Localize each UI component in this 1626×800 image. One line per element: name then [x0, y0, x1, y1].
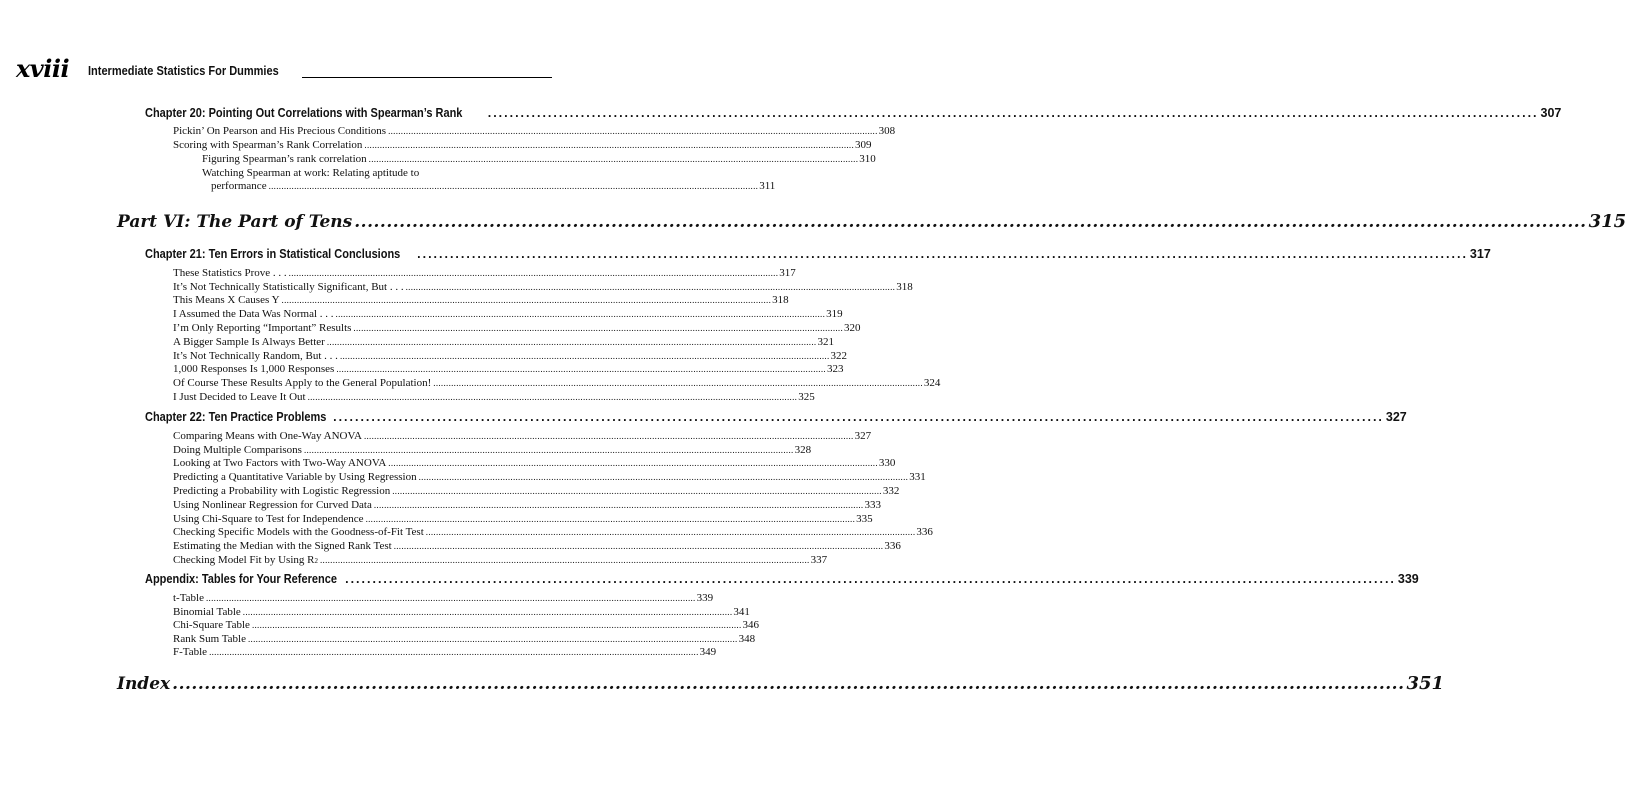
entry-title: I Just Decided to Leave It Out [173, 391, 306, 403]
dot-leader: ................................................................................................................................................................................................ [281, 295, 772, 305]
page-number: 324 [923, 377, 941, 389]
page-number: 322 [830, 350, 848, 362]
dot-leader: ................................................................................................................................................................................................ [206, 593, 696, 603]
entry-title: Binomial Table [173, 606, 241, 618]
entry-title: I’m Only Reporting “Important” Results [173, 322, 352, 334]
dot-leader: ................................................................................................................................................................................................ [417, 247, 1468, 261]
chapter-21-heading[interactable] [145, 247, 1491, 265]
entry-title: These Statistics Prove . . . [173, 267, 287, 279]
toc-entry[interactable] [173, 606, 750, 620]
entry-title: Chi-Square Table [173, 619, 250, 631]
page-folio: xviii [16, 54, 70, 83]
page-number: 349 [699, 646, 717, 658]
chapter-22-heading[interactable] [145, 410, 1407, 428]
dot-leader: ................................................................................................................................................................................................ [307, 392, 798, 402]
appendix-heading[interactable] [145, 572, 1419, 590]
page-number: 323 [826, 363, 844, 375]
entry-title: Comparing Means with One-Way ANOVA [173, 430, 362, 442]
toc-entry[interactable] [173, 336, 834, 350]
dot-leader: ................................................................................................................................................................................................ [345, 572, 1396, 586]
toc-entry[interactable] [173, 457, 896, 471]
toc-entry[interactable] [173, 139, 872, 153]
running-title: Intermediate Statistics For Dummies [88, 64, 279, 78]
dot-leader: ................................................................................................................................................................................................ [433, 378, 923, 388]
dot-leader: ................................................................................................................................................................................................ [319, 555, 810, 565]
toc-subentry[interactable] [202, 153, 876, 167]
entry-title: Doing Multiple Comparisons [173, 444, 302, 456]
dot-leader: ................................................................................................................................................................................................ [326, 337, 817, 347]
dot-leader: ................................................................................................................................................................................................ [425, 527, 916, 537]
dot-leader: ................................................................................................................................................................................................ [339, 351, 830, 361]
entry-title: It’s Not Technically Statistically Significant, But . . . [173, 281, 404, 293]
page-number: 327 [1385, 410, 1407, 424]
dot-leader: ................................................................................................................................................................................................ [364, 140, 855, 150]
entry-title: F-Table [173, 646, 208, 658]
dot-leader: ................................................................................................................................................................................................ [209, 647, 699, 657]
dot-leader: ................................................................................................................................................................................................ [418, 472, 909, 482]
entry-title: 1,000 Responses Is 1,000 Responses [173, 363, 335, 375]
page-number: 335 [856, 513, 873, 525]
page-number: 346 [742, 619, 760, 631]
page-number: 318 [772, 294, 789, 306]
dot-leader: ................................................................................................................................................................................................ [251, 620, 742, 630]
entry-title: I Assumed the Data Was Normal . . . [173, 308, 334, 320]
toc-subentry[interactable] [202, 167, 547, 181]
entry-title: performance [211, 180, 267, 192]
toc-entry[interactable] [173, 377, 941, 391]
entry-title: Figuring Spearman’s rank correlation [202, 153, 367, 165]
page-number: 348 [738, 633, 756, 645]
entry-title: It’s Not Technically Random, But . . . [173, 350, 338, 362]
toc-entry[interactable] [173, 554, 828, 568]
entry-title: This Means X Causes Y [173, 294, 280, 306]
dot-leader: ................................................................................................................................................................................................ [388, 126, 878, 136]
dot-leader: ................................................................................................................................................................................................ [405, 282, 896, 292]
dot-leader: ................................................................................................................................................................................................ [333, 410, 1384, 424]
dot-leader: ................................................................................................................................................................................................ [336, 364, 826, 374]
page-number: 321 [817, 336, 834, 348]
superscript-2: 2 [314, 557, 318, 565]
dot-leader: ................................................................................................................................................................................................ [368, 154, 859, 164]
toc-entry[interactable] [173, 540, 901, 554]
dot-leader: ................................................................................................................................................................................................ [288, 268, 779, 278]
page-number: 317 [779, 267, 796, 279]
entry-title: Using Chi-Square to Test for Independence [173, 513, 364, 525]
dot-leader: ................................................................................................................................................................................................ [393, 541, 884, 551]
dot-leader: ................................................................................................................................................................................................ [392, 486, 882, 496]
toc-entry[interactable] [173, 633, 756, 647]
toc-entry[interactable] [173, 646, 717, 660]
dot-leader: ................................................................................................................................................................................................ [268, 181, 759, 191]
entry-title: Watching Spearman at work: Relating aptitude to [202, 167, 420, 179]
entry-title: A Bigger Sample Is Always Better [173, 336, 325, 348]
toc-entry[interactable] [173, 592, 714, 606]
part-title: Part VI: The Part of Tens [117, 212, 353, 232]
toc-subentry-continued[interactable] [211, 180, 776, 194]
page-number: 328 [794, 444, 812, 456]
page-number: 311 [759, 180, 776, 192]
chapter-title: Chapter 21: Ten Errors in Statistical Conclusions [145, 247, 401, 261]
page-number: 351 [1406, 673, 1445, 694]
chapter-20-heading[interactable] [145, 106, 1562, 124]
toc-entry[interactable] [173, 363, 844, 377]
dot-leader: ................................................................................................................................................................................................ [373, 500, 864, 510]
page-number: 310 [859, 153, 876, 165]
dot-leader: ................................................................................................................................................................................................ [335, 309, 826, 319]
page-number: 337 [810, 554, 828, 566]
page-number: 315 [1588, 211, 1626, 232]
toc-entry[interactable] [173, 526, 933, 540]
toc-entry[interactable] [173, 513, 873, 527]
page-number: 309 [855, 139, 872, 151]
page-number: 318 [896, 281, 913, 293]
toc-entry[interactable] [173, 322, 861, 336]
page-number: 308 [878, 125, 896, 137]
page-number: 327 [854, 430, 872, 442]
page-number: 325 [798, 391, 815, 403]
entry-title: Checking Specific Models with the Goodness-of-Fit Test [173, 526, 424, 538]
page-number: 332 [882, 485, 900, 497]
page-number: 336 [916, 526, 933, 538]
toc-entry[interactable] [173, 430, 872, 444]
entry-title: Looking at Two Factors with Two-Way ANOVA [173, 457, 387, 469]
chapter-title: Chapter 22: Ten Practice Problems [145, 410, 327, 424]
page-number: 331 [909, 471, 926, 483]
entry-title: Predicting a Probability with Logistic Regression [173, 485, 391, 497]
toc-entry[interactable] [173, 391, 815, 405]
entry-title: Of Course These Results Apply to the General Population! [173, 377, 432, 389]
appendix-title: Appendix: Tables for Your Reference [145, 572, 337, 586]
toc-entry[interactable] [173, 444, 812, 458]
dot-leader: ................................................................................................................................................................................................ [172, 674, 1405, 694]
header-rule [302, 77, 552, 78]
dot-leader: ................................................................................................................................................................................................ [353, 323, 844, 333]
entry-title: Rank Sum Table [173, 633, 246, 645]
dot-leader: ................................................................................................................................................................................................ [354, 212, 1587, 232]
toc-entry[interactable] [173, 267, 796, 281]
toc-entry[interactable] [173, 471, 926, 485]
toc-entry[interactable] [173, 485, 900, 499]
dot-leader: ................................................................................................................................................................................................ [247, 634, 738, 644]
dot-leader: ................................................................................................................................................................................................ [388, 458, 878, 468]
entry-title: t-Table [173, 592, 204, 604]
toc-entry[interactable] [173, 281, 913, 295]
entry-title: Pickin’ On Pearson and His Precious Conditions [173, 125, 387, 137]
index-title: Index [117, 674, 171, 694]
entry-title: Predicting a Quantitative Variable by Using Regression [173, 471, 417, 483]
dot-leader: ................................................................................................................................................................................................ [365, 514, 856, 524]
page-number: 339 [1397, 572, 1419, 586]
page-number: 317 [1469, 247, 1491, 261]
toc-entry[interactable] [173, 294, 789, 308]
entry-title: Scoring with Spearman’s Rank Correlation [173, 139, 363, 151]
page-number: 330 [878, 457, 896, 469]
page-number: 333 [864, 499, 881, 511]
page-number: 339 [696, 592, 714, 604]
entry-title: Using Nonlinear Regression for Curved Data [173, 499, 372, 511]
page-number: 320 [844, 322, 861, 334]
page-number: 307 [1540, 106, 1562, 120]
toc-entry[interactable] [173, 308, 843, 322]
page-number: 336 [884, 540, 901, 552]
toc-entry[interactable] [173, 619, 760, 633]
dot-leader: ................................................................................................................................................................................................ [242, 607, 733, 617]
chapter-title: Chapter 20: Pointing Out Correlations with Spearman’s Rank [145, 106, 463, 120]
page-header [16, 54, 552, 83]
entry-title: Estimating the Median with the Signed Rank Test [173, 540, 392, 552]
dot-leader: ................................................................................................................................................................................................ [363, 431, 854, 441]
entry-title: Checking Model Fit by Using R [173, 554, 315, 566]
part-6-heading[interactable] [117, 211, 1626, 239]
dot-leader: ................................................................................................................................................................................................ [303, 445, 794, 455]
toc-entry[interactable] [173, 499, 881, 513]
toc-entry[interactable] [173, 350, 848, 364]
page-number: 341 [733, 606, 750, 618]
toc-entry[interactable] [173, 125, 896, 139]
page-number: 319 [826, 308, 843, 320]
dot-leader: ................................................................................................................................................................................................ [487, 106, 1539, 120]
index-heading[interactable] [117, 673, 1445, 701]
